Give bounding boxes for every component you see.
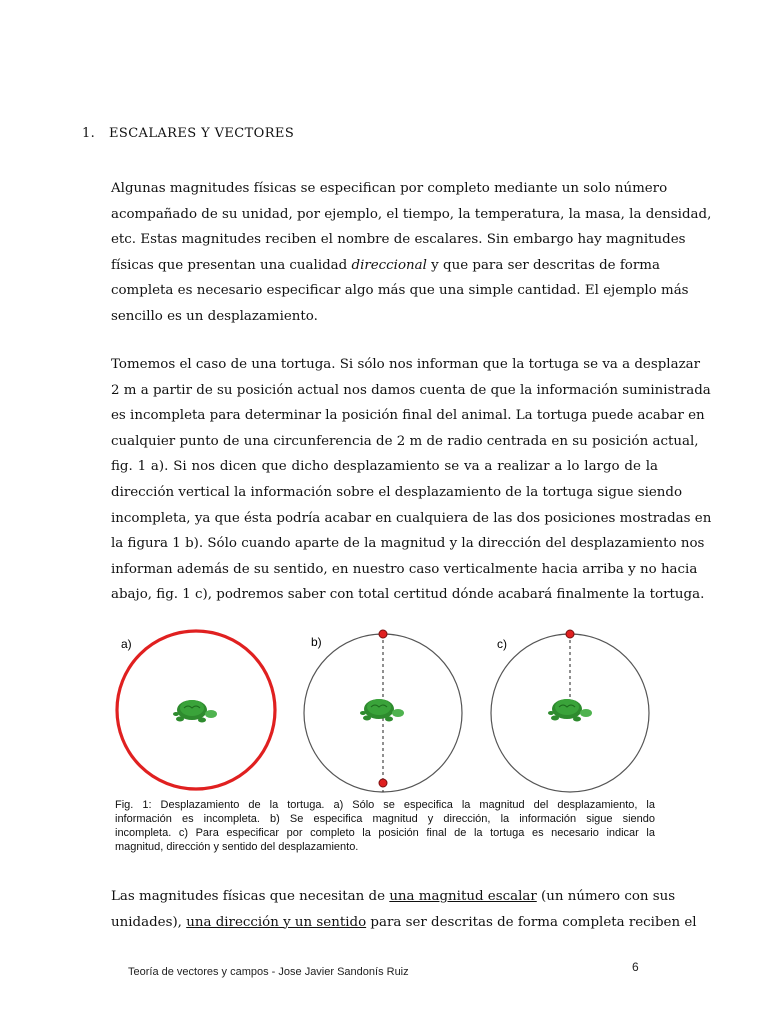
page-footer: Teoría de vectores y campos - Jose Javier Sandonís Ruiz [128, 966, 409, 978]
caption-line: magnitud, dirección y sentido del desplazamiento. [115, 841, 359, 853]
text-line: Tomemos el caso de una tortuga. Si sólo nos informan que la tortuga se va a desplazar [111, 357, 701, 372]
section-number: 1. [82, 126, 96, 141]
figure-panel-b [304, 630, 462, 792]
endpoint-top-marker [566, 630, 574, 638]
text-line: acompañado de su unidad, por ejemplo, el tiempo, la temperatura, la masa, la densidad, [111, 206, 712, 222]
figure-turtle-displacement [107, 626, 667, 796]
text-line: sencillo es un desplazamiento. [111, 308, 318, 324]
emphasis-direccional: direccional [351, 257, 427, 273]
caption-line: Fig. 1: Desplazamiento de la tortuga. a) Sólo se especifica la magnitud del desplazamiento, la [115, 799, 655, 811]
text-fragment: unidades), [111, 914, 187, 930]
section-title: ESCALARES Y VECTORES [109, 126, 295, 141]
text-line [111, 910, 697, 936]
figure-panel-c [491, 630, 649, 792]
text-line: informan además de su sentido, en nuestro caso verticalmente hacia arriba y no hacia [111, 561, 698, 577]
underlined-direccion-sentido: una dirección y un sentido [186, 914, 367, 930]
panel-label-b: b) [311, 635, 322, 649]
figure-caption [115, 798, 655, 854]
endpoint-bottom-marker [379, 779, 387, 787]
caption-line: incompleta. c) Para especificar por completo la posición final de la tortuga es necesario indicar la [115, 827, 655, 839]
panel-label-c: c) [497, 637, 507, 651]
text-fragment: (un número con sus [536, 889, 676, 904]
text-fragment: y que para ser descritas de forma [426, 257, 660, 273]
paragraph-tortuga [111, 352, 712, 608]
page-number: 6 [632, 960, 639, 974]
turtle-icon [548, 699, 592, 722]
paragraph-vectores [111, 884, 697, 935]
text-line-direccional [111, 253, 658, 279]
caption-line: información es incompleta. b) Se especifica magnitud y dirección, la información sigue siendo [115, 813, 655, 825]
text-fragment: Las magnitudes físicas que necesitan de [111, 889, 390, 904]
text-line: etc. Estas magnitudes reciben el nombre de escalares. Sin embargo hay magnitudes [111, 232, 686, 248]
section-heading [82, 126, 294, 141]
text-line: incompleta, ya que ésta podría acabar en cualquiera de las dos posiciones mostradas en [111, 510, 712, 526]
text-fragment: para ser descritas de forma completa reciben el [366, 914, 697, 930]
text-line: 2 m a partir de su posición actual nos damos cuenta de que la información suministrada [111, 382, 711, 398]
text-line: dirección vertical la información sobre el desplazamiento de la tortuga sigue siendo [111, 484, 683, 500]
turtle-icon [173, 700, 217, 723]
text-line: Algunas magnitudes físicas se especifican por completo mediante un solo número [111, 181, 668, 196]
underlined-magnitud-escalar: una magnitud escalar [389, 889, 537, 904]
text-line: fig. 1 a). Si nos dicen que dicho desplazamiento se va a realizar a lo largo de la [111, 459, 658, 475]
turtle-icon [360, 699, 404, 722]
text-line: completa es necesario especificar algo más que una simple cantidad. El ejemplo más [111, 283, 689, 299]
text-line: la figura 1 b). Sólo cuando aparte de la magnitud y la dirección del desplazamiento nos [111, 536, 705, 552]
text-line: cualquier punto de una circunferencia de 2 m de radio centrada en su posición actual, [111, 433, 699, 449]
text-line: abajo, fig. 1 c), podremos saber con total certitud dónde acabará finalmente la tortuga. [111, 587, 705, 603]
text-line: es incompleta para determinar la posición final del animal. La tortuga puede acabar en [111, 408, 705, 424]
figure-panel-a [117, 631, 275, 789]
text-fragment: físicas que presentan una cualidad [111, 257, 352, 273]
endpoint-top-marker [379, 630, 387, 638]
paragraph-escalares [111, 176, 712, 330]
text-line [111, 884, 676, 910]
panel-label-a: a) [121, 637, 132, 651]
